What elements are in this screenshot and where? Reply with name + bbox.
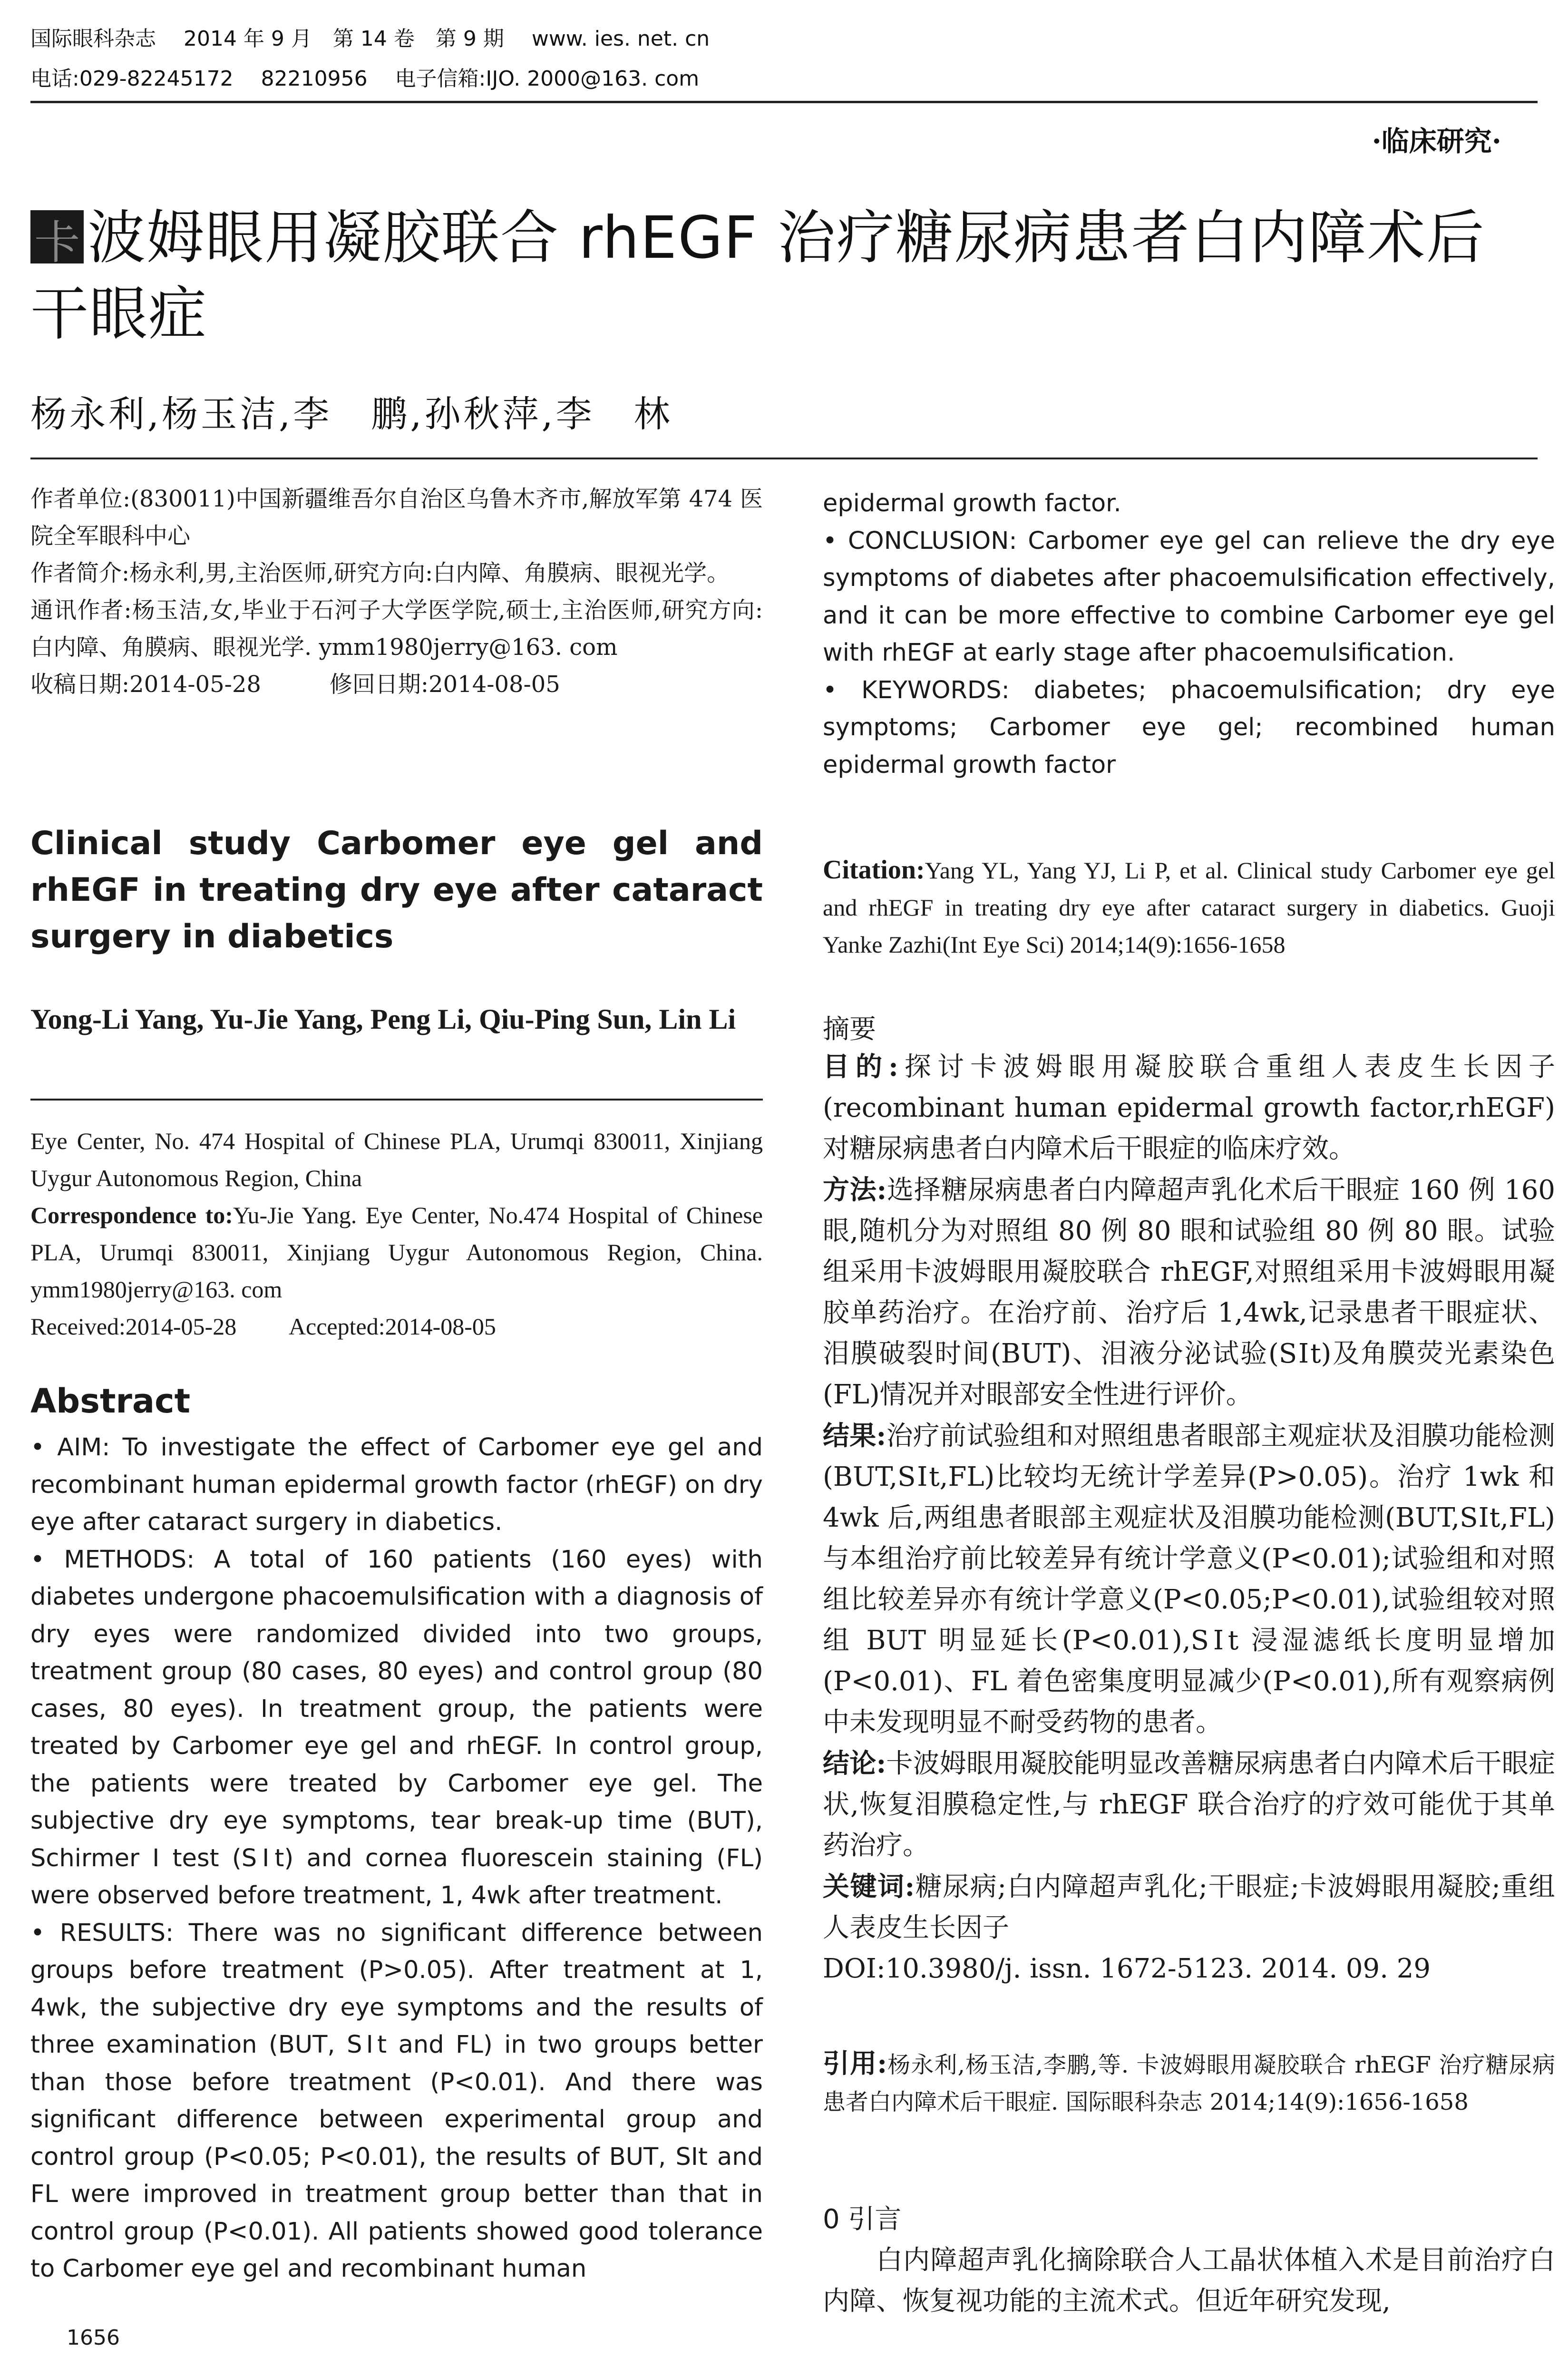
zh-methods-label: 方法:	[823, 1174, 887, 1206]
affiliation-center: Eye Center, No. 474 Hospital of Chinese PLA, Urumqi 830011, Xinjiang Uygur Autonomous Region, China	[30, 1128, 763, 1191]
received-dates: 收稿日期:2014-05-28 修回日期:2014-08-05	[30, 671, 560, 698]
section-tag: ·临床研究·	[1372, 125, 1501, 157]
zh-results-label: 结果:	[823, 1420, 886, 1452]
conclusion-label: • CONCLUSION:	[823, 526, 1017, 555]
doi: DOI:10.3980/j. issn. 1672-5123. 2014. 09. 29	[823, 1953, 1431, 1984]
page-number: 1656	[67, 2326, 120, 2350]
zh-results	[823, 1415, 1555, 1743]
conclusion-text: Carbomer eye gel can relieve the dry eye symptoms of diabetes after phacoemulsification effectively, and it can be more effective to combine Carbomer eye gel with rhEGF at early stage after phacoemulsification.	[823, 526, 1556, 667]
intro-heading: 0 引言	[823, 2204, 902, 2235]
aim-label: • AIM:	[30, 1433, 110, 1461]
journal-header-line2: 电话:029-82245172 82210956 电子信箱:IJO. 2000@163. com	[30, 67, 700, 91]
abstract-conclusion	[823, 523, 1555, 672]
abstract-results	[30, 1915, 763, 2288]
zh-aim-text: 探讨卡波姆眼用凝胶联合重组人表皮生长因子(recombinant human epidermal growth factor,rhEGF)对糖尿病患者白内障术后干眼症的临床疗效。	[823, 1052, 1556, 1164]
abstract-zh-body	[823, 1046, 1555, 1989]
keywords-text: diabetes; phacoemulsification; dry eye symptoms; Carbomer eye gel; recombined human epidermal growth factor	[823, 676, 1555, 779]
results-continued: epidermal growth factor.	[823, 489, 1121, 517]
aim-text: To investigate the effect of Carbomer eye gel and recombinant human epidermal growth factor (rhEGF) on dry eye after cataract surgery in diabetics.	[30, 1433, 763, 1536]
citation-zh	[823, 2045, 1555, 2121]
abstract-keywords	[823, 672, 1555, 784]
correspondence-label: Correspondence to:	[30, 1202, 233, 1228]
zh-keywords-label: 关键词:	[823, 1871, 915, 1902]
zh-methods	[823, 1169, 1555, 1415]
intro-text: 白内障超声乳化摘除联合人工晶状体植入术是目前治疗白内障、恢复视功能的主流术式。但近年研究发现,	[823, 2245, 1555, 2317]
page-title	[30, 200, 1543, 352]
header-rule	[30, 101, 1538, 103]
zh-keywords-text: 糖尿病;白内障超声乳化;干眼症;卡波姆眼用凝胶;重组人表皮生长因子	[823, 1871, 1556, 1943]
methods-text: A total of 160 patients (160 eyes) with diabetes undergone phacoemulsification with a diagnosis of dry eyes were randomized divided into two groups, treatment group (80 cases, 80 eyes) and control group (80 cases, 80 eyes). In treatment group, the patients were treated by Carbomer eye gel and rhEGF. In control group, the patients were treated by Carbomer eye gel. The subjective dry eye symptoms, tear break-up time (BUT), Schirmer I test (SⅠt) and cornea fluorescein staining (FL) were observed before treatment, 1, 4wk after treatment.	[30, 1545, 763, 1909]
zh-aim	[823, 1046, 1555, 1169]
corresponding-author: 通讯作者:杨玉洁,女,毕业于石河子大学医学院,硕士,主治医师,研究方向:白内障、角膜病、眼视光学. ymm1980jerry@163. com	[30, 597, 763, 661]
journal-logo-icon	[30, 210, 84, 263]
author-bio: 作者简介:杨永利,男,主治医师,研究方向:白内障、角膜病、眼视光学。	[30, 560, 730, 586]
zh-keywords	[823, 1866, 1555, 1948]
zh-conclusion-text: 卡波姆眼用凝胶能明显改善糖尿病患者白内障术后干眼症状,恢复泪膜稳定性,与 rhEGF 联合治疗的疗效可能优于其单药治疗。	[823, 1748, 1556, 1861]
page-title-text: 波姆眼用凝胶联合 rhEGF 治疗糖尿病患者白内障术后干眼症	[30, 204, 1485, 348]
correspondence-text: Yu-Jie Yang. Eye Center, No.474 Hospital of Chinese PLA, Urumqi 830011, Xinjiang Uygur Autonomous Region, China. ymm1980jerry@163. com	[30, 1202, 763, 1303]
abstract-zh-heading: 摘要	[823, 1014, 876, 1045]
results-text: There was no significant difference between groups before treatment (P>0.05). After treatment at 1, 4wk, the subjective dry eye symptoms and the results of three examination (BUT, SⅠt and FL) in two groups better than those before treatment (P<0.01). And there was significant difference between experimental group and control group (P<0.05; P<0.01), the results of BUT, SIt and FL were improved in treatment group better than that in control group (P<0.01). All patients showed good tolerance to Carbomer eye gel and recombinant human	[30, 1919, 763, 2283]
abstract-aim	[30, 1429, 763, 1541]
english-title: Clinical study Carbomer eye gel and rhEGF in treating dry eye after cataract surgery in diabetics	[30, 825, 763, 955]
abstract-body-continued	[823, 485, 1555, 784]
citation-label: Citation:	[823, 855, 925, 885]
english-authors: Yong-Li Yang, Yu-Jie Yang, Peng Li, Qiu-Ping Sun, Lin Li	[30, 1003, 736, 1035]
abstract-body	[30, 1429, 763, 2288]
zh-methods-text: 选择糖尿病患者白内障超声乳化术后干眼症 160 例 160 眼,随机分为对照组 80 例 80 眼和试验组 80 例 80 眼。试验组采用卡波姆眼用凝胶联合 rhEGF,对照组采用卡波姆眼用凝胶单药治疗。在治疗前、治疗后 1,4wk,记录患者干眼症状、泪膜破裂时间(BUT)、泪液分泌试验(SⅠt)及角膜荧光素染色(FL)情况并对眼部安全性进行评价。	[823, 1175, 1556, 1410]
english-affiliation	[30, 1122, 763, 1345]
results-label: • RESULTS:	[30, 1919, 174, 1947]
correspondence	[30, 1197, 763, 1308]
affiliation-block	[30, 480, 763, 703]
methods-label: • METHODS:	[30, 1545, 195, 1574]
zh-conclusion-label: 结论:	[823, 1748, 886, 1779]
zh-conclusion	[823, 1743, 1555, 1866]
citation-zh-text: 杨永利,杨玉洁,李鹏,等. 卡波姆眼用凝胶联合 rhEGF 治疗糖尿病患者白内障术后干眼症. 国际眼科杂志 2014;14(9):1656-1658	[823, 2052, 1556, 2115]
authors-zh: 杨永利,杨玉洁,李 鹏,孙秋萍,李 林	[30, 393, 673, 435]
citation-text: Yang YL, Yang YJ, Li P, et al. Clinical study Carbomer eye gel and rhEGF in treating dry eye after cataract surgery in diabetics. Guoji Yanke Zazhi(Int Eye Sci) 2014;14(9):1656-1658	[823, 857, 1555, 958]
journal-header-line1: 国际眼科杂志 2014 年 9 月 第 14 卷 第 9 期 www. ies. net. cn	[30, 27, 710, 51]
zh-results-text: 治疗前试验组和对照组患者眼部主观症状及泪膜功能检测(BUT,SⅠt,FL)比较均无统计学差异(P>0.05)。治疗 1wk 和 4wk 后,两组患者眼部主观症状及泪膜功能检测(BUT,SⅠt,FL)与本组治疗前比较差异有统计学意义(P<0.01);试验组和对照组比较差异亦有统计学意义(P<0.05;P<0.01),试验组较对照组 BUT 明显延长(P<0.01),SⅠt 浸湿滤纸长度明显增加(P<0.01)、FL 着色密集度明显减少(P<0.01),所有观察病例中未发现明显不耐受药物的患者。	[823, 1421, 1556, 1738]
received-accepted: Received:2014-05-28 Accepted:2014-08-05	[30, 1313, 496, 1340]
keywords-label: • KEYWORDS:	[823, 676, 1010, 704]
abstract-methods	[30, 1541, 763, 1915]
authors-rule	[30, 458, 1538, 459]
citation-en	[823, 851, 1555, 963]
abstract-heading: Abstract	[30, 1382, 191, 1421]
zh-aim-label: 目的:	[823, 1051, 898, 1082]
affiliation-unit: 作者单位:(830011)中国新疆维吾尔自治区乌鲁木齐市,解放军第 474 医院全军眼科中心	[30, 486, 763, 549]
citation-zh-label: 引用:	[823, 2048, 887, 2079]
en-authors-rule	[30, 1099, 763, 1101]
